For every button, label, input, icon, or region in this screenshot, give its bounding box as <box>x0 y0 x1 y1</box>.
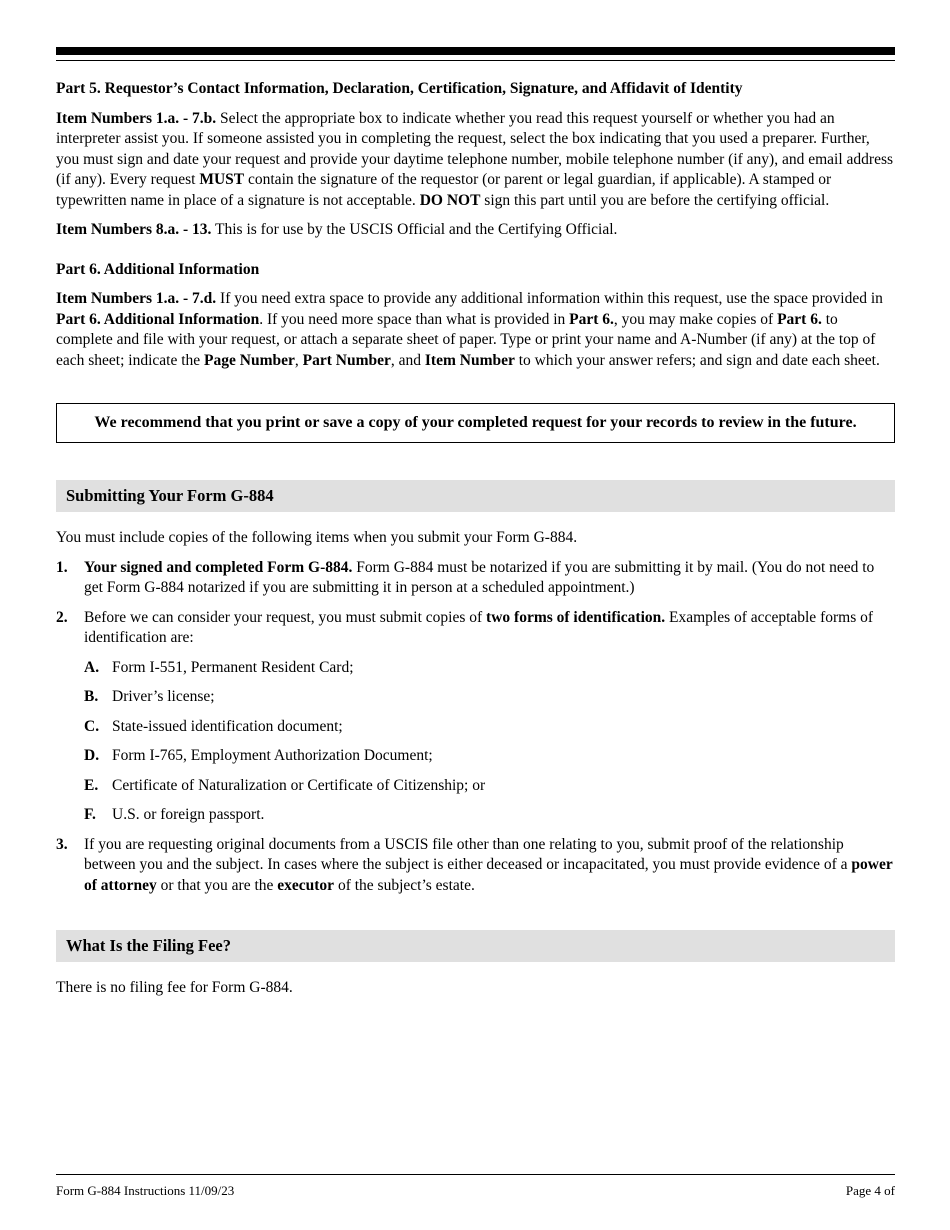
id-letter: F. <box>84 806 96 823</box>
recommendation-notice-box: We recommend that you print or save a copy of your completed request for your records to review in the future. <box>56 403 895 443</box>
submission-items-list <box>56 558 895 897</box>
header-thin-rule <box>56 60 895 61</box>
part6-bold6: Item Number <box>424 351 515 369</box>
part6-bold1: Part 6. Additional Information <box>56 310 260 328</box>
item3-bold2: executor <box>277 876 335 894</box>
item2-bold: two forms of identification. <box>486 608 666 626</box>
item2-text1: Before we can consider your request, you must submit copies of <box>84 608 487 626</box>
id-item <box>84 776 895 797</box>
part6-bold2: Part 6. <box>569 310 614 328</box>
part6-bold4: Page Number <box>204 351 295 369</box>
part5-item1-label: Item Numbers 1.a. - 7.b. <box>56 109 217 127</box>
list-item-number: 1. <box>56 558 68 576</box>
id-text: Form I-765, Employment Authorization Document; <box>112 747 433 764</box>
part5-item8-text: This is for use by the USCIS Official and the Certifying Official. <box>211 221 618 238</box>
part5-item1-text: Select the appropriate box to indicate whether you read this request yourself or whether you had an interpreter assist you. If someone assisted you in completing the request, select the box indicating that you used a preparer. Further, you must sign and date your request and provide your daytime telephone number, mobile telephone number (if any), and email address (if any). Every request <box>56 109 894 188</box>
part6-text1: If you need extra space to provide any additional information within this request, use the space provided in <box>216 290 883 307</box>
part6-bold5: Part Number <box>302 351 391 369</box>
id-letter: C. <box>84 717 100 735</box>
footer-form-info: Form G-884 Instructions 11/09/23 <box>56 1183 235 1198</box>
id-item <box>84 658 895 679</box>
part6-bold3: Part 6. <box>777 310 822 328</box>
id-text: U.S. or foreign passport. <box>112 806 265 823</box>
id-item <box>84 687 895 708</box>
list-item-number: 3. <box>56 835 68 853</box>
part6-paragraph <box>56 289 895 371</box>
item1-text: Form G-884 must be notarized if you are submitting it by mail. (You do not need to get Form G-884 notarized if you are submitting it in person at a scheduled appointment.) <box>84 558 875 596</box>
list-item-body <box>84 835 895 897</box>
id-text: State-issued identification document; <box>112 717 343 735</box>
id-letter: D. <box>84 747 100 764</box>
item3-text3: of the subject’s estate. <box>334 876 475 894</box>
part6-text7: to which your answer refers; and sign and date each sheet. <box>514 351 880 369</box>
part5-item1-text3: sign this part until you are before the certifying official. <box>480 191 830 209</box>
id-text: Form I-551, Permanent Resident Card; <box>112 658 354 676</box>
id-text: Driver’s license; <box>112 688 215 705</box>
item3-text2: or that you are the <box>156 876 278 894</box>
id-item <box>84 717 895 738</box>
list-item <box>56 558 895 599</box>
part6-text6: , and <box>390 351 425 369</box>
filing-fee-section-heading: What Is the Filing Fee? <box>56 930 895 962</box>
header-thick-rule <box>56 47 895 55</box>
footer-page-number: Page 4 of <box>845 1183 895 1198</box>
part5-item1-paragraph <box>56 109 895 212</box>
part6-text3: , you may make copies of <box>613 310 778 328</box>
part5-item8-label: Item Numbers 8.a. - 13. <box>56 221 212 238</box>
list-item-body <box>84 608 895 826</box>
part6-label: Item Numbers 1.a. - 7.d. <box>56 290 217 307</box>
filing-fee-text: There is no filing fee for Form G-884. <box>56 979 293 996</box>
part5-item8-paragraph <box>56 220 895 241</box>
item3-text1: If you are requesting original documents from a USCIS file other than one relating to you, submit proof of the relationship between you and the subject. In cases where the subject is either deceased or incapacitated, you must provide evidence of a <box>84 835 852 873</box>
list-item <box>56 835 895 897</box>
page-content <box>56 79 895 1008</box>
submitting-intro: You must include copies of the following items when you submit your Form G-884. <box>56 529 578 546</box>
part5-item1-must: MUST <box>199 171 245 188</box>
part5-item1-donot: DO NOT <box>419 191 481 209</box>
item2-text2: Examples of acceptable forms of identification are: <box>84 608 874 646</box>
list-item-body <box>84 558 895 599</box>
id-item <box>84 805 895 826</box>
id-letter: E. <box>84 776 99 794</box>
id-letter: A. <box>84 658 100 676</box>
part5-item1-text2: contain the signature of the requestor (or parent or legal guardian, if applicable). A stamped or typewritten name in place of a signature is not acceptable. <box>56 171 832 209</box>
part6-heading: Part 6. Additional Information <box>56 260 260 278</box>
part6-text2: . If you need more space than what is provided in <box>259 310 570 328</box>
part6-text4: to complete and file with your request, or attach a separate sheet of paper. Type or print your name and A-Number (if any) at the top of each sheet; indicate the <box>56 310 876 369</box>
part6-text5: , <box>294 351 303 369</box>
item1-bold: Your signed and completed Form G-884. <box>84 558 353 576</box>
id-item <box>84 746 895 767</box>
part5-heading: Part 5. Requestor’s Contact Information, Declaration, Certification, Signature, and Affidavit of Identity <box>56 80 743 97</box>
item3-bold1: power of attorney <box>84 856 893 894</box>
footer-rule <box>56 1174 895 1175</box>
id-letter: B. <box>84 688 99 705</box>
list-item-number: 2. <box>56 608 68 626</box>
submitting-section-heading: Submitting Your Form G-884 <box>56 480 895 512</box>
item2-paragraph <box>84 608 895 649</box>
id-sublist <box>84 658 895 826</box>
list-item <box>56 608 895 826</box>
id-text: Certificate of Naturalization or Certificate of Citizenship; or <box>112 776 486 794</box>
